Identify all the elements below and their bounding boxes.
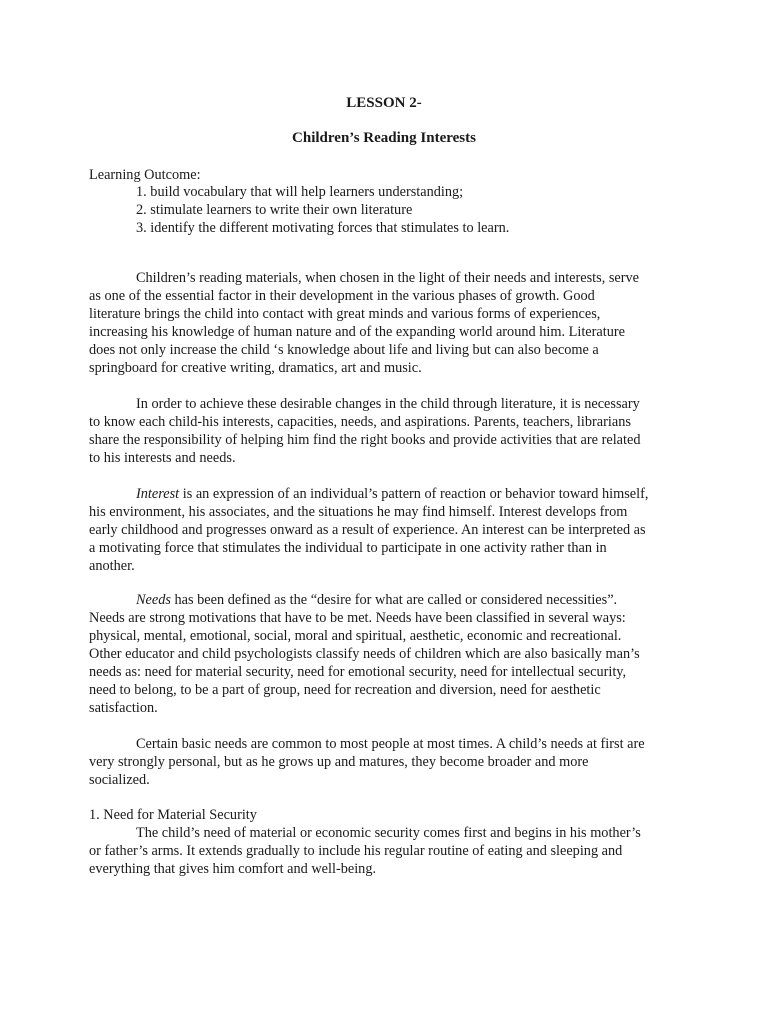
paragraph-line: springboard for creative writing, dramatics, art and music. — [89, 360, 422, 376]
lesson-title: Children’s Reading Interests — [292, 130, 476, 146]
paragraph-line: a motivating force that stimulates the individual to participate in one activity rather than in — [89, 540, 607, 556]
paragraph-line: satisfaction. — [89, 700, 158, 716]
section-heading: 1. Need for Material Security — [89, 807, 257, 823]
paragraph-line: Other educator and child psychologists classify needs of children which are also basically man’s — [89, 646, 640, 662]
paragraph-line: does not only increase the child ‘s knowledge about life and living but can also become a — [89, 342, 599, 358]
paragraph-line — [136, 591, 617, 609]
paragraph-line: needs as: need for material security, need for emotional security, need for intellectual security, — [89, 664, 627, 680]
paragraph-line: everything that gives him comfort and well-being. — [89, 861, 377, 877]
outcome-item: 1. build vocabulary that will help learners understanding; — [136, 184, 464, 200]
paragraph-line: In order to achieve these desirable changes in the child through literature, it is necessary — [136, 396, 640, 412]
paragraph-line — [136, 485, 648, 503]
paragraph-line: Children’s reading materials, when chosen in the light of their needs and interests, serve — [136, 270, 640, 286]
paragraph-line: early childhood and progresses onward as a result of experience. An interest can be interpreted as — [89, 522, 646, 538]
paragraph-line: Certain basic needs are common to most people at most times. A child’s needs at first are — [136, 736, 645, 752]
paragraph-line: as one of the essential factor in their development in the various phases of growth. Good — [89, 288, 595, 304]
paragraph-line: socialized. — [89, 772, 150, 788]
paragraph-text: is an expression of an individual’s pattern of reaction or behavior toward himself, — [179, 486, 649, 502]
paragraph-line: share the responsibility of helping him find the right books and provide activities that are related — [89, 432, 641, 448]
paragraph-line: to his interests and needs. — [89, 450, 236, 466]
paragraph-line: very strongly personal, but as he grows up and matures, they become broader and more — [89, 754, 589, 770]
paragraph-line: increasing his knowledge of human nature and of the expanding world around him. Literature — [89, 324, 625, 340]
paragraph-line: to know each child-his interests, capacities, needs, and aspirations. Parents, teachers, librarians — [89, 414, 631, 430]
term-needs: Needs — [136, 592, 171, 608]
outcome-item: 2. stimulate learners to write their own literature — [136, 202, 413, 218]
paragraph-line: or father’s arms. It extends gradually to include his regular routine of eating and sleeping and — [89, 843, 623, 859]
outcome-heading: Learning Outcome: — [89, 167, 201, 183]
paragraph-line: need to belong, to be a part of group, need for recreation and diversion, need for aesthetic — [89, 682, 601, 698]
paragraph-line: literature brings the child into contact with great minds and various forms of experiences, — [89, 306, 601, 322]
term-interest: Interest — [136, 486, 180, 502]
paragraph-line: his environment, his associates, and the situations he may find himself. Interest develops from — [89, 504, 628, 520]
paragraph-text: has been defined as the “desire for what are called or considered necessities”. — [170, 592, 618, 608]
paragraph-line: physical, mental, emotional, social, moral and spiritual, aesthetic, economic and recreational. — [89, 628, 622, 644]
paragraph-line: another. — [89, 558, 135, 574]
paragraph-line: The child’s need of material or economic security comes first and begins in his mother’s — [136, 825, 641, 841]
outcome-item: 3. identify the different motivating forces that stimulates to learn. — [136, 220, 510, 236]
lesson-number: LESSON 2- — [346, 95, 422, 111]
paragraph-line: Needs are strong motivations that have to be met. Needs have been classified in several ways: — [89, 610, 626, 626]
